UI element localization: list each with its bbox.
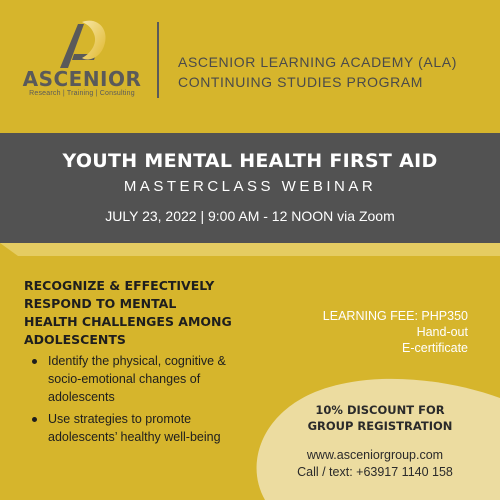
learning-fee: LEARNING FEE: PHP350 <box>322 309 468 323</box>
ascenior-a-logo-icon <box>54 14 112 72</box>
header <box>0 0 500 133</box>
group-discount <box>290 402 470 434</box>
objectives-intro: RECOGNIZE & EFFECTIVELY RESPOND TO MENTAL HEALTH CHALLENGES AMONG ADOLESCENTS <box>24 278 232 347</box>
event-subtitle: MASTERCLASS WEBINAR <box>123 178 377 195</box>
program-name: CONTINUING STUDIES PROGRAM <box>178 74 424 90</box>
academy-name: ASCENIOR LEARNING ACADEMY (ALA) <box>178 54 457 70</box>
discount-line: 10% DISCOUNT FOR <box>315 403 445 417</box>
handout-inclusion: Hand-out <box>416 325 468 339</box>
academy-info <box>178 52 457 92</box>
brand-name: ASCENIOR <box>22 67 142 91</box>
objectives-list <box>30 352 240 450</box>
header-divider <box>157 22 159 98</box>
event-datetime: JULY 23, 2022 | 9:00 AM - 12 NOON via Zoom <box>105 208 395 224</box>
discount-line: GROUP REGISTRATION <box>307 419 453 433</box>
contact-info <box>270 447 480 481</box>
fees-info <box>323 308 468 356</box>
decorative-wedge <box>0 243 500 263</box>
certificate-inclusion: E-certificate <box>402 341 468 355</box>
list-item: Identify the physical, cognitive & socio-emotional changes of adolescents <box>30 352 240 406</box>
phone-number: Call / text: +63917 1140 158 <box>297 465 453 479</box>
website-link[interactable]: www.asceniorgroup.com <box>306 448 444 462</box>
brand-tagline: Research | Training | Consulting <box>29 90 135 97</box>
event-title: YOUTH MENTAL HEALTH FIRST AID <box>62 150 438 172</box>
list-item: Use strategies to promote adolescents’ healthy well-being <box>30 410 240 446</box>
